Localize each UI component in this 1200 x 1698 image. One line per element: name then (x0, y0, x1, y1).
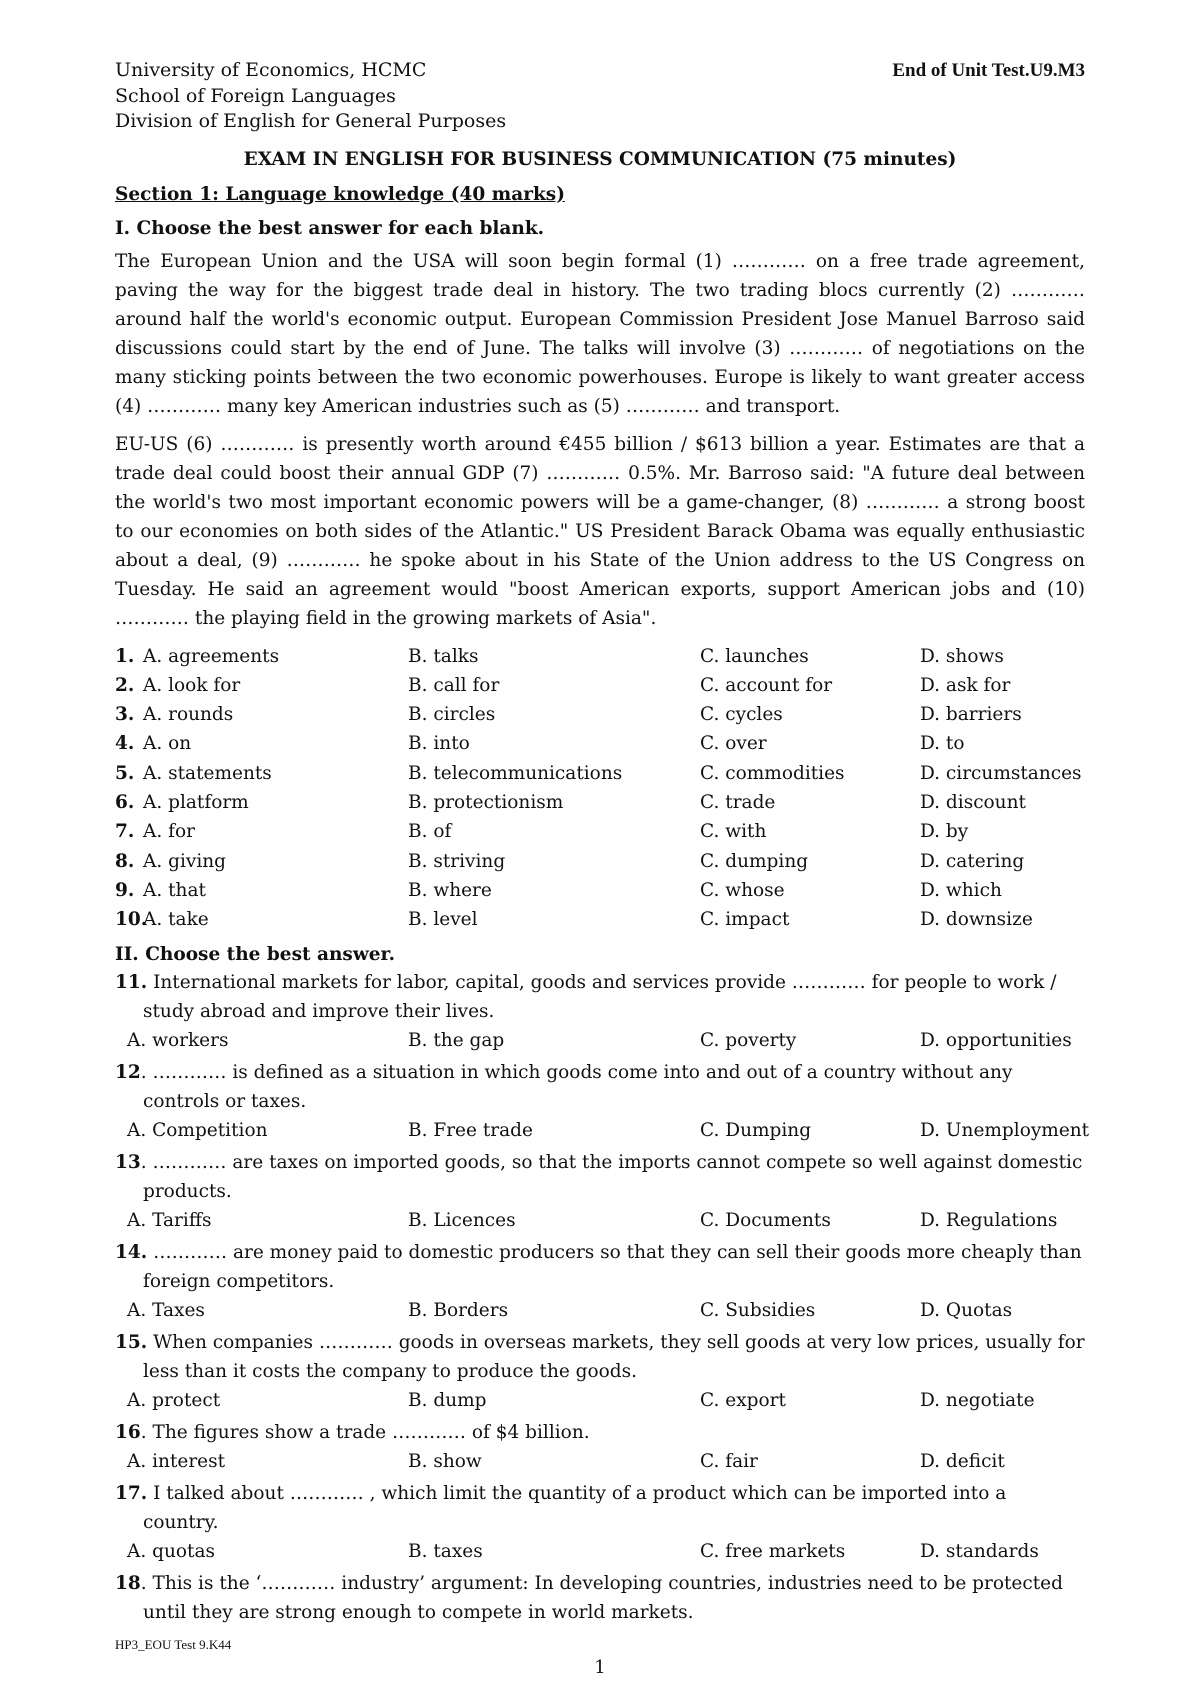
page-number: 1 (594, 1657, 606, 1678)
option-a: A. take (143, 909, 209, 931)
option-a: A. for (143, 821, 195, 843)
option-c: C. poverty (700, 1030, 797, 1052)
option-d: D. by (920, 821, 969, 843)
option-c: C. with (700, 821, 767, 843)
question-body: . This is the ‘………… industry’ argument: In developing countries, industries need to be protected until they are strong enough to compete in world markets. (140, 1573, 1063, 1624)
option-row (115, 876, 1085, 905)
question-text (115, 1479, 1085, 1537)
option-d: D. discount (920, 791, 1026, 813)
question-number: 12 (115, 1062, 141, 1084)
question-body: . ………… is defined as a situation in which goods come into and out of a country without any controls or taxes. (140, 1062, 1013, 1113)
option-a: A. giving (143, 850, 227, 872)
option-c: C. cycles (700, 704, 783, 726)
question-body: I talked about ………… , which limit the quantity of a product which can be imported into a country. (143, 1483, 1007, 1534)
option-row (115, 642, 1085, 671)
option-d: D. downsize (920, 909, 1033, 931)
option-d: D. circumstances (920, 762, 1082, 784)
option-b: B. telecommunications (408, 762, 623, 784)
test-code: End of Unit Test.U9.M3 (892, 60, 1085, 81)
exam-page (115, 58, 1090, 1627)
option-a: A. protect (127, 1390, 221, 1412)
question-number: 11. (115, 972, 148, 994)
question-body: . The figures show a trade ………… of $4 billion. (140, 1422, 590, 1444)
option-c: C. trade (700, 791, 776, 813)
option-row (115, 729, 1085, 758)
option-b: B. Borders (408, 1300, 509, 1322)
option-a: A. platform (143, 791, 249, 813)
question-number: 8. (115, 850, 135, 872)
option-c: C. Dumping (700, 1120, 812, 1142)
option-b: B. of (408, 821, 452, 843)
reading-paragraph-2: EU-US (6) ………… is presently worth around €455 billion / $613 billion a year. Estimates are that a trade deal could boost their annual GDP (7) ………… 0.5%. Mr. Barroso said: "A future deal between the world's two most important economic powers will be a game-changer, (8) ………… a strong boost to our economies on both sides of the Atlantic." US President Barack Obama was equally enthusiastic about a deal, (9) ………… he spoke about in his State of the Union address to the US Congress on Tuesday. He said an agreement would "boost American exports, support American jobs and (10) ………… the playing field in the growing markets of Asia". (115, 433, 1085, 629)
option-row (115, 759, 1085, 788)
question-text (115, 1058, 1085, 1116)
option-c: C. commodities (700, 762, 845, 784)
option-b: B. striving (408, 850, 506, 872)
option-a: A. Tariffs (127, 1210, 212, 1232)
option-d: D. Unemployment (920, 1120, 1090, 1142)
option-a: A. interest (127, 1451, 226, 1473)
option-d: D. opportunities (920, 1030, 1072, 1052)
option-d: D. negotiate (920, 1390, 1035, 1412)
option-d: D. ask for (920, 674, 1011, 696)
part2-questions (115, 968, 1090, 1627)
question-number: 1. (115, 645, 135, 667)
question-text (115, 1238, 1085, 1296)
option-a: A. rounds (143, 704, 234, 726)
option-c: C. launches (700, 645, 809, 667)
option-b: B. taxes (408, 1541, 483, 1563)
question-text (115, 1418, 1085, 1447)
option-d: D. to (920, 733, 965, 755)
option-c: C. free markets (700, 1541, 846, 1563)
option-a: A. agreements (143, 645, 280, 667)
question-number: 5. (115, 762, 135, 784)
option-c: C. account for (700, 674, 833, 696)
question-number: 13 (115, 1152, 141, 1174)
question-number: 6. (115, 791, 135, 813)
option-c: C. export (700, 1390, 786, 1412)
question-number: 14. (115, 1242, 148, 1264)
question-body: ………… are money paid to domestic producers so that they can sell their goods more cheaply than foreign competitors. (143, 1242, 1082, 1293)
question-text (115, 1148, 1085, 1206)
option-b: B. call for (408, 674, 500, 696)
option-b: B. dump (408, 1390, 487, 1412)
question-options (115, 1296, 1085, 1325)
question-text (115, 1569, 1085, 1627)
university-name: University of Economics, HCMC (115, 59, 427, 81)
option-row (115, 788, 1085, 817)
option-a: A. statements (143, 762, 272, 784)
option-b: B. circles (408, 704, 496, 726)
question-options (115, 1386, 1085, 1415)
option-d: D. barriers (920, 704, 1022, 726)
option-c: C. Documents (700, 1210, 831, 1232)
question-number: 4. (115, 733, 135, 755)
question-number: 18 (115, 1573, 141, 1595)
question-options (115, 1116, 1090, 1145)
option-d: D. Regulations (920, 1210, 1058, 1232)
reading-paragraph-1: The European Union and the USA will soon begin formal (1) ………… on a free trade agreement, paving the way for the biggest trade deal in history. The two trading blocs currently (2) ………… around half the world's economic output. European Commission President Jose Manuel Barroso said discussions could start by the end of June. The talks will involve (3) ………… of negotiations on the many sticking points between the two economic powerhouses. Europe is likely to want greater access (4) ………… many key American industries such as (5) ………… and transport. (115, 250, 1085, 417)
option-a: A. look for (143, 674, 241, 696)
part1-title: I. Choose the best answer for each blank. (115, 217, 545, 239)
question-number: 15. (115, 1332, 148, 1354)
option-c: C. over (700, 733, 767, 755)
option-d: D. which (920, 879, 1002, 901)
option-a: A. quotas (127, 1541, 215, 1563)
option-c: C. whose (700, 879, 785, 901)
part1-options-list (115, 642, 1085, 935)
option-d: D. deficit (920, 1451, 1005, 1473)
option-a: A. Competition (127, 1120, 268, 1142)
option-b: B. the gap (408, 1030, 505, 1052)
option-c: C. dumping (700, 850, 809, 872)
question-body: When companies ………… goods in overseas markets, they sell goods at very low prices, usually for less than it costs the company to produce the goods. (143, 1332, 1085, 1383)
option-row (115, 905, 1085, 934)
option-d: D. catering (920, 850, 1025, 872)
question-options (115, 1447, 1085, 1476)
footer-code: HP3_EOU Test 9.K44 (115, 1637, 232, 1652)
option-b: B. Licences (408, 1210, 516, 1232)
question-number: 16 (115, 1422, 141, 1444)
question-number: 17. (115, 1483, 148, 1505)
option-b: B. show (408, 1451, 482, 1473)
option-b: B. talks (408, 645, 479, 667)
question-text (115, 1328, 1085, 1386)
school-name: School of Foreign Languages (115, 84, 396, 107)
question-number: 9. (115, 879, 135, 901)
division-name: Division of English for General Purposes (115, 110, 507, 132)
document-header (115, 58, 1085, 135)
option-b: B. into (408, 733, 470, 755)
option-b: B. protectionism (408, 791, 564, 813)
option-c: C. impact (700, 909, 790, 931)
exam-title: EXAM IN ENGLISH FOR BUSINESS COMMUNICATION (75 minutes) (243, 148, 957, 170)
question-number: 10. (115, 909, 148, 931)
question-number: 2. (115, 674, 135, 696)
option-row (115, 671, 1085, 700)
part2-title: II. Choose the best answer. (115, 944, 396, 966)
option-c: C. fair (700, 1451, 758, 1473)
question-number: 7. (115, 821, 135, 843)
option-c: C. Subsidies (700, 1300, 816, 1322)
option-a: A. that (143, 879, 206, 901)
option-d: D. Quotas (920, 1300, 1013, 1322)
option-d: D. shows (920, 645, 1004, 667)
question-options (115, 1026, 1085, 1055)
question-text (115, 968, 1085, 1026)
option-row (115, 817, 1085, 846)
option-a: A. workers (127, 1030, 229, 1052)
section-title: Section 1: Language knowledge (40 marks) (115, 183, 565, 205)
option-b: B. Free trade (408, 1120, 533, 1142)
option-a: A. Taxes (127, 1300, 205, 1322)
option-b: B. level (408, 909, 478, 931)
question-body: . ………… are taxes on imported goods, so that the imports cannot compete so well against domestic products. (140, 1152, 1083, 1203)
option-b: B. where (408, 879, 492, 901)
question-number: 3. (115, 704, 135, 726)
option-row (115, 700, 1085, 729)
option-d: D. standards (920, 1541, 1039, 1563)
question-body: International markets for labor, capital, goods and services provide ………… for people to work / study abroad and improve their lives. (143, 972, 1057, 1023)
option-a: A. on (143, 733, 192, 755)
question-options (115, 1206, 1085, 1235)
option-row (115, 847, 1085, 876)
question-options (115, 1537, 1085, 1566)
